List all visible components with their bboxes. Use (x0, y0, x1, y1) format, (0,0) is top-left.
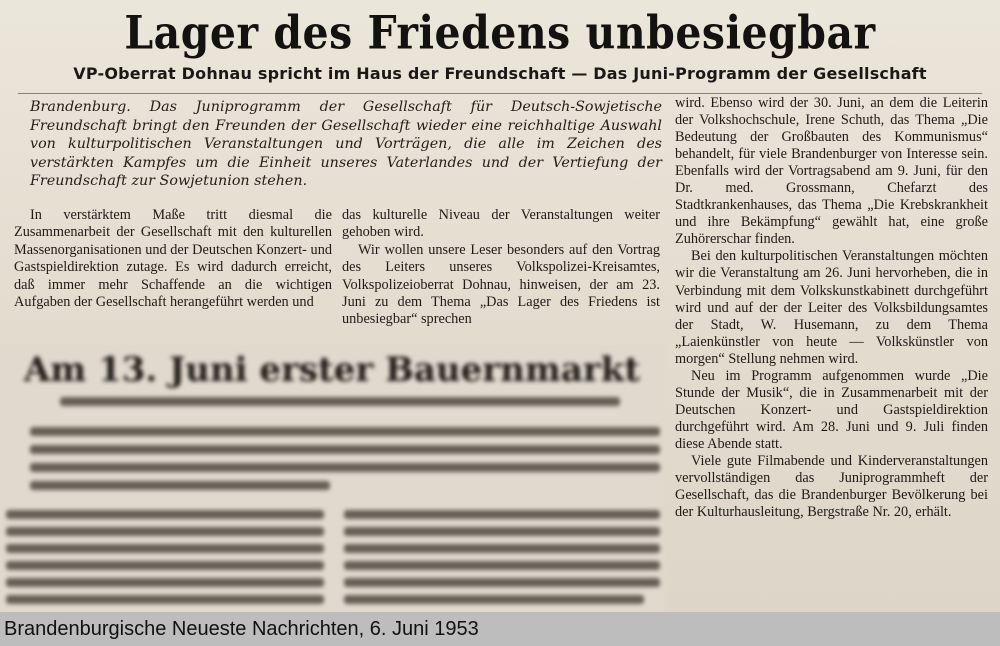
blurred-text-line (6, 510, 324, 519)
paragraph: In verstärktem Maße tritt diesmal die Zusammenarbeit der Gesellschaft mit den kulturellen Massenorganisationen und der Deutschen Konzert- und Gastspieldirektion zutage. Es wird dadurch erreicht, daß immer mehr Schaffende an die wichtigen Aufgaben der Gesellschaft herangeführt werden und (14, 207, 332, 311)
blurred-text-line (344, 527, 660, 536)
blurred-text-line (344, 578, 660, 587)
blurred-text-line (30, 481, 330, 490)
blurred-headline: Am 13. Juni erster Bauernmarkt (23, 350, 641, 390)
image-caption: Brandenburgische Neueste Nachrichten, 6. Juni 1953 (0, 612, 1000, 646)
blurred-text-line (344, 595, 644, 604)
blurred-article (0, 345, 664, 612)
blurred-text-line (344, 544, 660, 553)
article-intro: Brandenburg. Das Juniprogramm der Gesellschaft für Deutsch-Sowjetische Freundschaft bringt den Freunden der Gesellschaft wieder eine reichhaltige Auswahl von kulturpolitischen Veranstaltungen und Vorträgen, die alle im Zeichen des verstärkten Kampfes um die Einheit unseres Vaterlandes und der Vertiefung der Freundschaft zur Sowjetunion stehen. (30, 99, 662, 190)
article-subheadline: VP-Oberrat Dohnau spricht im Haus der Freundschaft — Das Juni-Programm der Gesellschaft (73, 64, 927, 83)
blurred-text-line (344, 561, 660, 570)
blurred-text-line (6, 595, 324, 604)
blurred-text-line (6, 578, 324, 587)
blurred-text-line (6, 544, 324, 553)
paragraph: wird. Ebenso wird der 30. Juni, an dem die Leiterin der Volkshochschule, Irene Schuth, das Thema „Die Bedeutung der Großbauten des Kommunismus“ behandelt, für viele Brandenburger von Interesse sein. Ebenfalls wird der Vortragsabend am 9. Juni, für den Dr. med. Grossmann, Chefarzt des Stadtkrankenhauses, das Thema „Die Krebskrankheit und ihre Bekämpfung“ gewählt hat, eine große Zuhörerschar finden. (675, 95, 988, 248)
blurred-text-line (60, 397, 620, 406)
paragraph: Wir wollen unsere Leser besonders auf den Vortrag des Leiters unseres Volkspolizei-Kreisamtes, Volkspolizeioberrat Dohnau, hinweisen, der am 23. Juni zu dem Thema „Das Lager des Friedens ist unbesiegbar“ sprechen (342, 241, 660, 328)
paragraph: das kulturelle Niveau der Veranstaltungen weiter gehoben wird. (342, 207, 660, 241)
paragraph: Bei den kulturpolitischen Veranstaltungen möchten wir die Veranstaltung am 26. Juni hervorheben, die in Verbindung mit dem Volkskunstkabinett durchgeführt wird und auf der der Leiter des Volksbildungsamtes der Stadt, W. Husemann, zu dem Thema „Laienkünstler von heute — Volkskünstler von morgen“ Stellung nehmen wird. (675, 248, 988, 367)
paragraph: Viele gute Filmabende und Kinderveranstaltungen vervollständigen das Juniprogrammheft der Gesellschaft, das die Brandenburger Bevölkerung bei der Kulturhausleitung, Bergstraße Nr. 20, erhält. (675, 452, 988, 521)
blurred-text-line (6, 527, 324, 536)
blurred-text-line (30, 427, 660, 436)
blurred-text-line (6, 561, 324, 570)
article-headline: Lager des Friedens unbesiegbar (124, 6, 876, 60)
paragraph: Neu im Programm aufgenommen wurde „Die Stunde der Musik“, die in Zusammenarbeit mit der Deutschen Konzert- und Gastspieldirektion durchgeführt wird. Am 28. Juni und 9. Juli finden diese Abende statt. (675, 367, 988, 452)
article-column-1 (14, 207, 332, 311)
article-column-2 (342, 207, 660, 329)
blurred-text-line (30, 445, 660, 454)
blurred-text-line (30, 463, 660, 472)
blurred-text-line (344, 510, 660, 519)
divider (18, 93, 982, 94)
article-column-3 (675, 95, 988, 521)
